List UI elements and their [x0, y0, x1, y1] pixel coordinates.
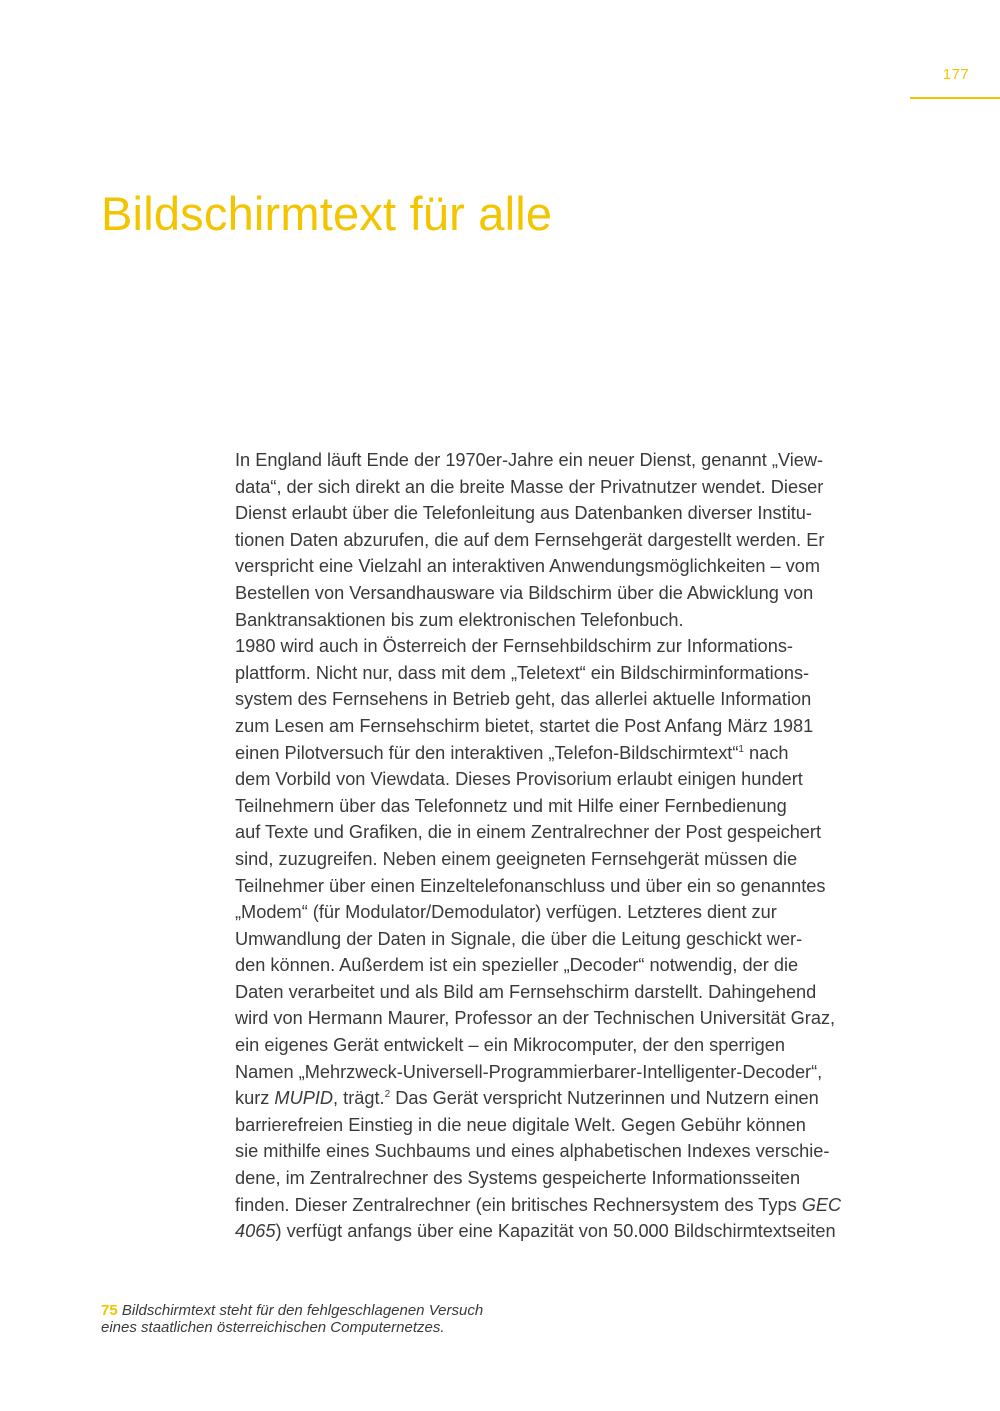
body-line: verspricht eine Vielzahl an interaktiven Anwendungsmöglichkeiten – vom — [235, 556, 821, 577]
footnote-marker[interactable]: 1 — [738, 743, 744, 755]
page-number-rule — [910, 97, 1000, 99]
caption-line: eines staatlichen österreichischen Computernetzes. — [101, 1319, 445, 1336]
body-line: Dienst erlaubt über die Telefonleitung aus Datenbanken diverser Institu- — [235, 503, 812, 524]
body-text-segment: einen Pilotversuch für den interaktiven „Telefon-Bildschirmtext“ — [235, 742, 739, 763]
body-line: plattform. Nicht nur, dass mit dem „Teletext“ ein Bildschirminformations- — [235, 662, 810, 683]
body-text-segment: finden. Dieser Zentralrechner (ein britisches Rechnersystem des Typs — [235, 1194, 802, 1215]
body-line: Teilnehmer über einen Einzeltelefonanschluss und über ein so genanntes — [235, 875, 826, 896]
body-text — [235, 447, 895, 1245]
body-line: In England läuft Ende der 1970er-Jahre ein neuer Dienst, genannt „View- — [235, 450, 824, 470]
body-line: sie mithilfe eines Suchbaums und eines alphabetischen Indexes verschie- — [235, 1141, 830, 1162]
body-line: den können. Außerdem ist ein spezieller „Decoder“ notwendig, der die — [235, 955, 799, 976]
body-line — [235, 740, 895, 767]
body-text-segment: nach — [743, 742, 789, 763]
body-text-segment: ) verfügt anfangs über eine Kapazität von 50.000 Bildschirmtextseiten — [275, 1221, 836, 1242]
body-text-segment: kurz — [235, 1088, 275, 1109]
body-text-segment: Das Gerät verspricht Nutzerinnen und Nutzern einen — [390, 1088, 819, 1109]
caption-number: 75 — [101, 1302, 118, 1319]
body-line: dem Vorbild von Viewdata. Dieses Provisorium erlaubt einigen hundert — [235, 769, 803, 790]
body-line: auf Texte und Grafiken, die in einem Zentralrechner der Post gespeichert — [235, 822, 822, 843]
page-number: 177 — [942, 66, 970, 83]
body-line: Teilnehmern über das Telefonnetz und mit Hilfe einer Fernbedienung — [235, 795, 787, 816]
body-line: Namen „Mehrzweck-Universell-Programmierbarer-Intelligenter-Decoder“, — [235, 1061, 823, 1082]
body-line — [235, 1085, 895, 1112]
italic-term: MUPID — [274, 1088, 334, 1109]
body-line: Daten verarbeitet und als Bild am Fernsehschirm darstellt. Dahingehend — [235, 981, 817, 1002]
italic-term: 4065 — [235, 1221, 276, 1242]
body-line: tionen Daten abzurufen, die auf dem Fernsehgerät dargestellt werden. Er — [235, 529, 825, 550]
footnote-marker[interactable]: 2 — [384, 1089, 391, 1101]
body-line: ein eigenes Gerät entwickelt – ein Mikrocomputer, der den sperrigen — [235, 1035, 785, 1056]
body-line: 1980 wird auch in Österreich der Fernsehbildschirm zur Informations- — [235, 636, 793, 657]
body-line: „Modem“ (für Modulator/Demodulator) verfügen. Letzteres dient zur — [235, 902, 777, 923]
body-line: Umwandlung der Daten in Signale, die über die Leitung geschickt wer- — [235, 928, 803, 949]
body-text-segment: , trägt. — [333, 1088, 385, 1109]
body-line: zum Lesen am Fernsehschirm bietet, startet die Post Anfang März 1981 — [235, 715, 814, 736]
body-line: system des Fernsehens in Betrieb geht, das allerlei aktuelle Information — [235, 689, 812, 710]
chapter-title: Bildschirmtext für alle — [101, 187, 553, 240]
body-line: Banktransaktionen bis zum elektronischen Telefonbuch. — [235, 609, 684, 630]
caption-line — [101, 1302, 701, 1319]
body-line: barrierefreien Einstieg in die neue digitale Welt. Gegen Gebühr können — [235, 1114, 806, 1135]
italic-term: GEC — [801, 1194, 842, 1215]
body-line: wird von Hermann Maurer, Professor an der Technischen Universität Graz, — [235, 1008, 836, 1029]
body-line: Bestellen von Versandhausware via Bildschirm über die Abwicklung von — [235, 582, 814, 603]
caption-text: Bildschirmtext steht für den fehlgeschlagenen Versuch — [117, 1302, 484, 1319]
body-line: sind, zuzugreifen. Neben einem geeigneten Fernsehgerät müssen die — [235, 848, 798, 869]
body-line — [235, 1218, 895, 1245]
figure-caption — [101, 1302, 701, 1336]
body-line: dene, im Zentralrechner des Systems gespeicherte Informationsseiten — [235, 1168, 801, 1189]
body-line: data“, der sich direkt an die breite Masse der Privatnutzer wendet. Dieser — [235, 476, 824, 497]
body-line — [235, 1192, 895, 1219]
